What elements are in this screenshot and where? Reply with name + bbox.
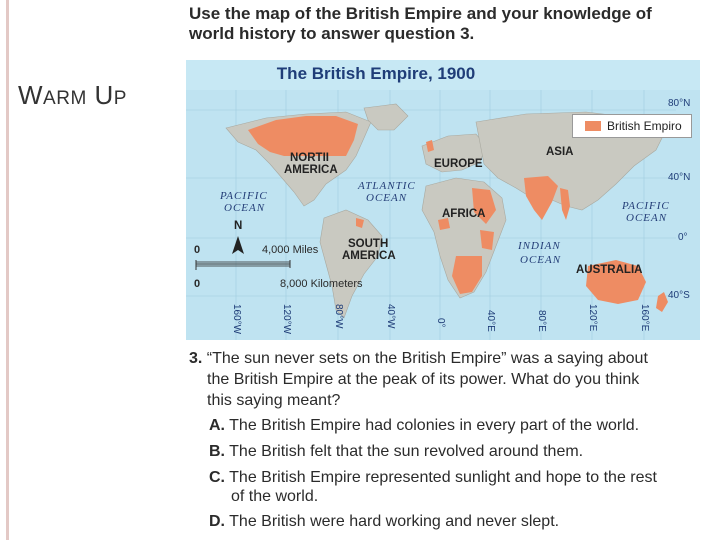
- question-number: 3.: [189, 350, 203, 367]
- label-north-america-1: NORTII: [290, 152, 329, 164]
- longitude-label: 0°: [435, 318, 446, 328]
- scale-miles-label: 4,000 Miles: [262, 244, 319, 256]
- answer-option-d[interactable]: D. The British were hard working and never slept.: [209, 513, 560, 530]
- latitude-label: 80°N: [668, 98, 691, 109]
- longitude-label: 120°E: [587, 304, 598, 332]
- map-legend: [572, 114, 692, 138]
- instructions: [189, 4, 709, 44]
- label-australia: AUSTRALIA: [576, 264, 643, 276]
- instructions-line-2: world history to answer question 3.: [189, 24, 475, 43]
- legend-swatch: [585, 121, 601, 131]
- answer-option-b[interactable]: B. The British felt that the sun revolved around them.: [209, 443, 584, 460]
- longitude-label: 160°E: [639, 304, 650, 332]
- scale-zero-miles: 0: [194, 244, 201, 256]
- answer-option-a[interactable]: A. The British Empire had colonies in every part of the world.: [209, 417, 640, 434]
- british-empire-map: [186, 60, 700, 340]
- latitude-label: 40°N: [668, 172, 691, 183]
- label-south-america-2: AMERICA: [342, 250, 396, 262]
- label-pacific-east-2: OCEAN: [626, 212, 668, 224]
- question-stem-line-3: this saying meant?: [207, 392, 341, 409]
- slide-title: WARM UP: [18, 80, 127, 110]
- south-america-shape: [320, 210, 382, 318]
- answer-option-c[interactable]: C. The British Empire represented sunlight and hope to the rest: [209, 469, 657, 486]
- longitude-label: 120°W: [281, 304, 292, 335]
- label-africa: AFRICA: [442, 208, 486, 220]
- label-south-america-1: SOUTH: [348, 238, 389, 250]
- east-africa-empire-shape: [480, 230, 494, 250]
- label-atlantic-ocean-2: OCEAN: [366, 192, 408, 204]
- label-europe: EUROPE: [434, 158, 483, 170]
- latitude-label: 40°S: [668, 290, 690, 301]
- longitude-label: 80°W: [333, 304, 344, 329]
- north-arrow-label: N: [234, 220, 243, 232]
- longitude-label: 40°E: [485, 310, 496, 332]
- longitude-label: 160°W: [231, 304, 242, 335]
- label-indian-ocean-1: INDIAN: [518, 240, 561, 252]
- scale-km-label: 8,000 Kilometers: [280, 278, 363, 290]
- greenland-shape: [364, 104, 408, 130]
- question-stem-line-2: the British Empire at the peak of its power. What do you think: [207, 371, 640, 388]
- map-scale-bar: [196, 260, 290, 270]
- question-stem-line-1: 3. “The sun never sets on the British Empire” was a saying about: [189, 350, 648, 367]
- longitude-label: 40°W: [385, 304, 396, 329]
- label-indian-ocean-2: OCEAN: [520, 254, 562, 266]
- longitude-label: 80°E: [536, 310, 547, 332]
- latitude-label: 0°: [678, 232, 688, 243]
- instructions-line-1: Use the map of the British Empire and your knowledge of: [189, 4, 652, 23]
- north-arrow-icon: [232, 236, 244, 254]
- india-empire-shape: [524, 176, 558, 220]
- label-atlantic-ocean-1: ATLANTIC: [358, 180, 416, 192]
- new-zealand-empire-shape: [656, 292, 668, 312]
- label-pacific-east-1: PACIFIC: [622, 200, 670, 212]
- answer-option-c-continued: of the world.: [231, 488, 319, 505]
- label-pacific-west-1: PACIFIC: [220, 190, 268, 202]
- legend-label: British Empiro: [607, 119, 682, 133]
- label-pacific-west-2: OCEAN: [224, 202, 266, 214]
- left-border-accent: [6, 0, 9, 540]
- label-asia: ASIA: [546, 146, 574, 158]
- map-title: The British Empire, 1900: [276, 64, 476, 83]
- label-north-america-2: AMERICA: [284, 164, 338, 176]
- scale-zero-km: 0: [194, 278, 201, 290]
